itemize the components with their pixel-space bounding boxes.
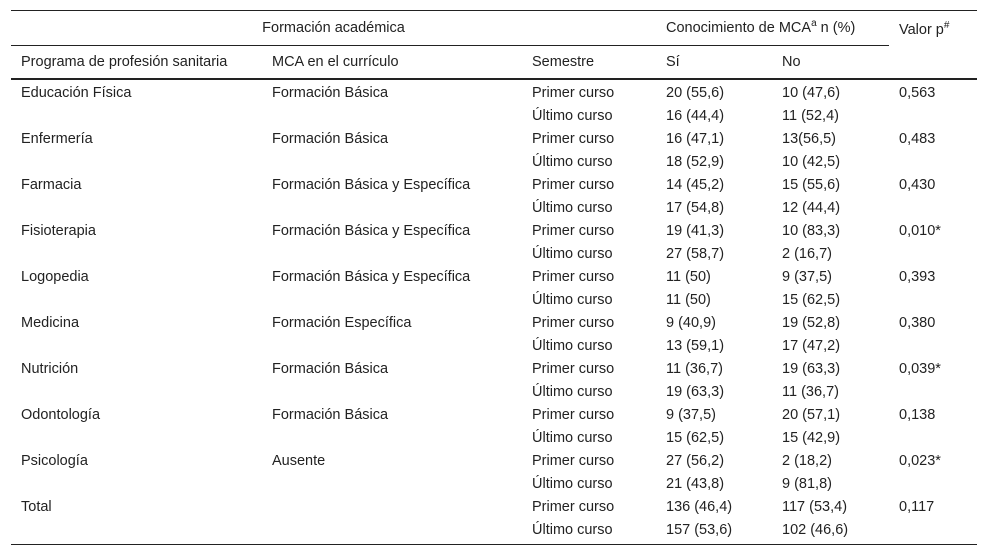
programa-cell: Odontología <box>21 407 101 423</box>
empty-cell <box>262 243 522 266</box>
programa-cell: Medicina <box>21 315 80 331</box>
semestre-cell: Primer curso <box>532 315 615 331</box>
table-row <box>11 79 977 105</box>
empty-cell <box>262 289 522 312</box>
empty-cell <box>889 151 977 174</box>
empty-cell <box>11 427 262 450</box>
table-row <box>11 427 977 450</box>
no-cell: 102 (46,6) <box>772 519 889 545</box>
no-cell: 15 (55,6) <box>782 177 841 193</box>
data-table-container <box>11 10 977 545</box>
mca-cell: Formación Básica <box>272 361 389 377</box>
header-programa: Programa de profesión sanitaria <box>11 46 262 80</box>
p-value-cell: 0,483 <box>899 131 936 147</box>
no-cell: 19 (52,8) <box>782 315 841 331</box>
table-row <box>11 312 977 335</box>
semestre-cell: Último curso <box>532 292 613 308</box>
mca-cell <box>262 496 522 519</box>
no-cell: 10 (83,3) <box>782 223 841 239</box>
programa-cell: Psicología <box>21 453 88 469</box>
header-mca: MCA en el currículo <box>262 46 522 80</box>
table-row <box>11 289 977 312</box>
header-semestre: Semestre <box>522 46 656 80</box>
p-value-cell: 0,010* <box>899 223 941 239</box>
results-table <box>11 10 977 545</box>
programa-cell: Farmacia <box>21 177 82 193</box>
p-value-cell: 0,039* <box>899 361 941 377</box>
empty-cell <box>889 197 977 220</box>
si-cell: 9 (40,9) <box>666 315 716 331</box>
programa-cell: Total <box>21 499 52 515</box>
p-value-cell: 0,023* <box>899 453 941 469</box>
si-cell: 21 (43,8) <box>666 476 725 492</box>
semestre-cell: Último curso <box>532 338 613 354</box>
p-value-cell: 0,117 <box>899 499 935 515</box>
si-cell: 11 (50) <box>666 292 711 308</box>
mca-cell: Formación Básica y Específica <box>272 269 471 285</box>
semestre-cell: Último curso <box>522 519 656 545</box>
table-row <box>11 197 977 220</box>
table-body <box>11 79 977 545</box>
no-cell: 11 (36,7) <box>782 384 839 400</box>
si-cell: 17 (54,8) <box>666 200 725 216</box>
table-row <box>11 105 977 128</box>
empty-cell <box>889 335 977 358</box>
semestre-cell: Primer curso <box>532 407 615 423</box>
empty-cell <box>889 427 977 450</box>
table-row <box>11 358 977 381</box>
si-cell: 157 (53,6) <box>656 519 772 545</box>
no-cell: 10 (42,5) <box>782 154 841 170</box>
si-cell: 27 (58,7) <box>666 246 725 262</box>
semestre-cell: Último curso <box>532 476 613 492</box>
programa-cell: Fisioterapia <box>21 223 96 239</box>
semestre-cell: Último curso <box>532 154 613 170</box>
p-value-cell: 0,138 <box>899 407 936 423</box>
table-row <box>11 381 977 404</box>
mca-cell: Formación Básica y Específica <box>272 223 471 239</box>
table-row <box>11 243 977 266</box>
empty-cell <box>262 151 522 174</box>
empty-cell <box>262 473 522 496</box>
no-cell: 15 (62,5) <box>782 292 841 308</box>
empty-cell <box>889 381 977 404</box>
mca-cell: Formación Básica <box>272 407 389 423</box>
header-no: No <box>772 46 889 80</box>
semestre-cell: Primer curso <box>532 131 615 147</box>
programa-cell: Educación Física <box>21 85 132 101</box>
si-cell: 15 (62,5) <box>666 430 725 446</box>
mca-cell: Formación Básica <box>272 131 389 147</box>
header-valor-p: Valor p# <box>889 11 977 80</box>
si-cell: 16 (47,1) <box>666 131 725 147</box>
table-row <box>11 174 977 197</box>
empty-cell <box>262 427 522 450</box>
empty-cell <box>889 289 977 312</box>
p-value-cell: 0,380 <box>899 315 936 331</box>
table-row <box>11 335 977 358</box>
empty-cell <box>889 105 977 128</box>
programa-cell: Logopedia <box>21 269 89 285</box>
semestre-cell: Primer curso <box>532 361 615 377</box>
empty-cell <box>262 335 522 358</box>
table-row <box>11 151 977 174</box>
no-cell: 10 (47,6) <box>782 85 841 101</box>
no-cell: 19 (63,3) <box>782 361 841 377</box>
empty-cell <box>11 197 262 220</box>
semestre-cell: Último curso <box>532 246 613 262</box>
no-cell: 12 (44,4) <box>782 200 841 216</box>
semestre-cell: Primer curso <box>532 499 615 515</box>
empty-cell <box>11 151 262 174</box>
programa-cell: Enfermería <box>21 131 93 147</box>
semestre-cell: Primer curso <box>532 223 615 239</box>
empty-cell <box>262 519 522 545</box>
table-row <box>11 450 977 473</box>
table-row <box>11 128 977 151</box>
empty-cell <box>262 381 522 404</box>
programa-cell: Nutrición <box>21 361 79 377</box>
table-row <box>11 266 977 289</box>
mca-cell: Formación Básica y Específica <box>272 177 471 193</box>
mca-cell: Formación Específica <box>272 315 412 331</box>
no-cell: 117 (53,4) <box>782 499 848 515</box>
si-cell: 19 (63,3) <box>666 384 725 400</box>
si-cell: 19 (41,3) <box>666 223 725 239</box>
mca-cell: Formación Básica <box>272 85 389 101</box>
header-si: Sí <box>656 46 772 80</box>
si-cell: 13 (59,1) <box>666 338 725 354</box>
empty-cell <box>889 473 977 496</box>
semestre-cell: Primer curso <box>532 269 615 285</box>
si-cell: 27 (56,2) <box>666 453 725 469</box>
no-cell: 9 (81,8) <box>782 476 832 492</box>
semestre-cell: Primer curso <box>532 177 615 193</box>
semestre-cell: Último curso <box>532 200 613 216</box>
table-row <box>11 404 977 427</box>
no-cell: 2 (18,2) <box>782 453 832 469</box>
si-cell: 14 (45,2) <box>666 177 725 193</box>
no-cell: 2 (16,7) <box>782 246 832 262</box>
no-cell: 13(56,5) <box>782 131 837 147</box>
p-value-cell: 0,563 <box>899 85 936 101</box>
p-value-cell: 0,430 <box>899 177 936 193</box>
empty-cell <box>11 381 262 404</box>
p-value-cell: 0,393 <box>899 269 936 285</box>
semestre-cell: Primer curso <box>532 85 615 101</box>
table-row <box>11 220 977 243</box>
no-cell: 20 (57,1) <box>782 407 841 423</box>
semestre-cell: Último curso <box>532 430 613 446</box>
empty-cell <box>11 289 262 312</box>
empty-cell <box>262 105 522 128</box>
empty-cell <box>889 243 977 266</box>
empty-cell <box>11 519 262 545</box>
empty-cell <box>11 335 262 358</box>
no-cell: 11 (52,4) <box>782 108 839 124</box>
no-cell: 17 (47,2) <box>782 338 841 354</box>
mca-cell: Ausente <box>272 453 326 469</box>
semestre-cell: Último curso <box>532 384 613 400</box>
header-conocimiento: Conocimiento de MCA$^a$ n (%) <box>656 11 889 46</box>
semestre-cell: Último curso <box>532 108 613 124</box>
empty-cell <box>262 197 522 220</box>
si-cell: 18 (52,9) <box>666 154 725 170</box>
empty-cell <box>11 105 262 128</box>
table-row <box>11 519 977 545</box>
no-cell: 9 (37,5) <box>782 269 832 285</box>
empty-cell <box>889 519 977 545</box>
si-cell: 20 (55,6) <box>666 85 725 101</box>
no-cell: 15 (42,9) <box>782 430 841 446</box>
header-formacion: Formación académica <box>11 11 656 46</box>
si-cell: 9 (37,5) <box>666 407 716 423</box>
si-cell: 11 (50) <box>666 269 711 285</box>
si-cell: 11 (36,7) <box>666 361 723 377</box>
table-row <box>11 473 977 496</box>
empty-cell <box>11 243 262 266</box>
si-cell: 16 (44,4) <box>666 108 725 124</box>
si-cell: 136 (46,4) <box>666 499 733 515</box>
empty-cell <box>11 473 262 496</box>
table-row <box>11 496 977 519</box>
semestre-cell: Primer curso <box>532 453 615 469</box>
